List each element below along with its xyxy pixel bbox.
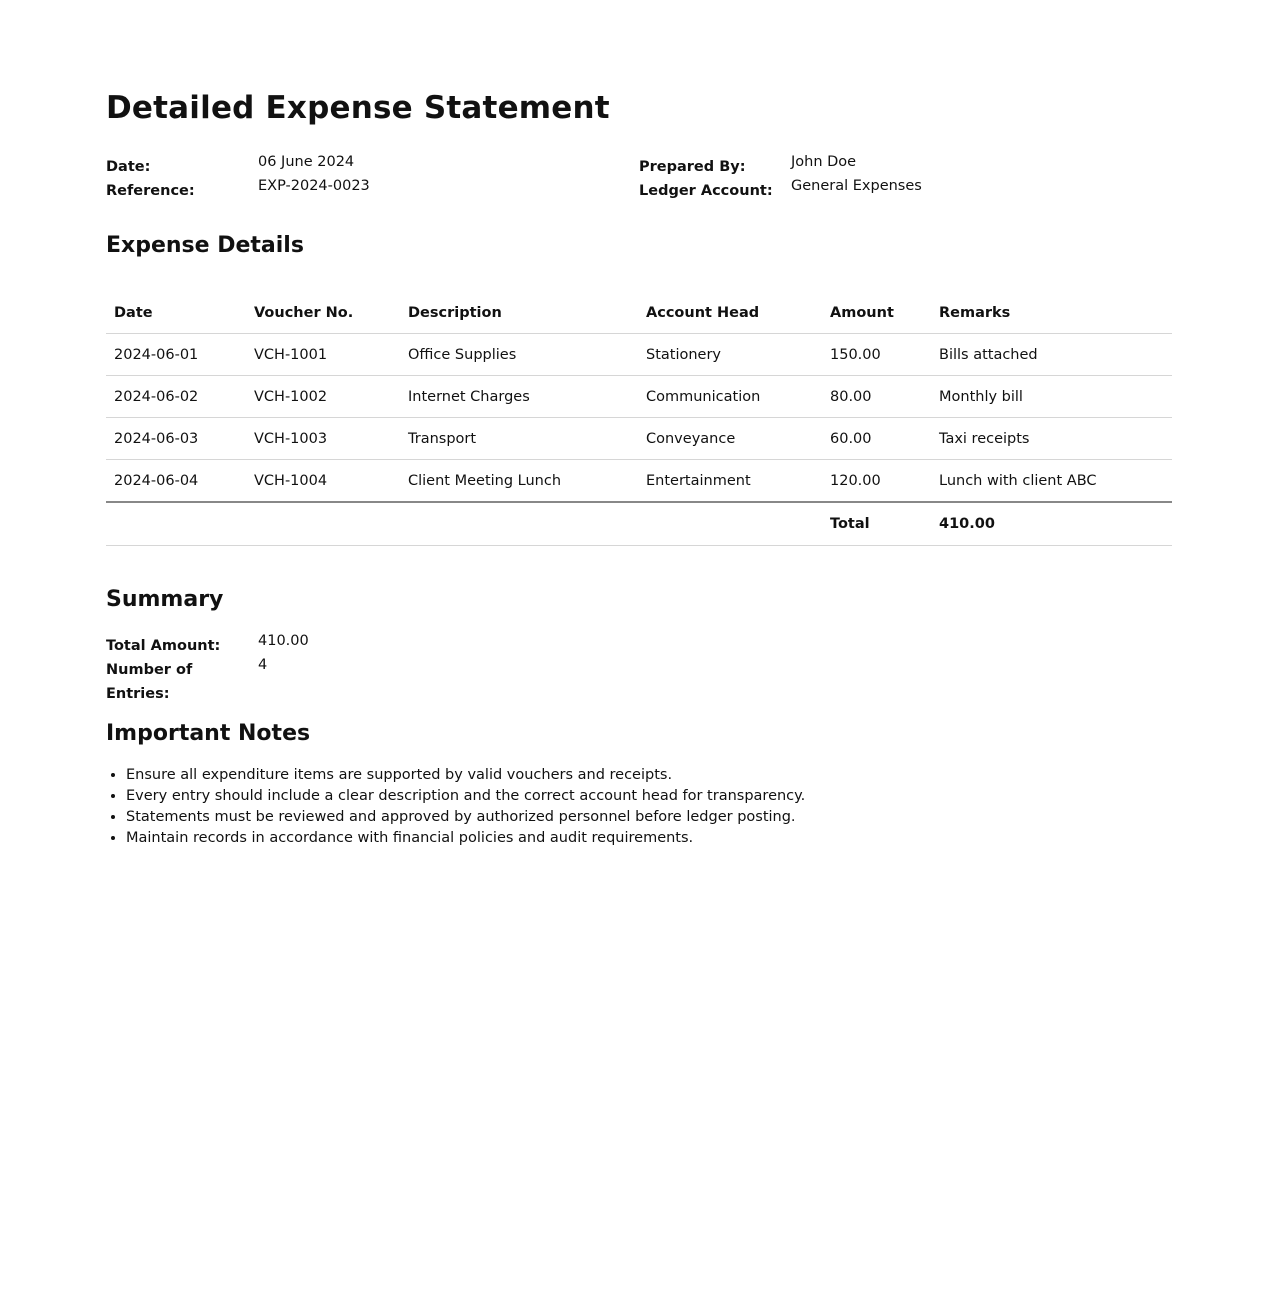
cell-voucher: VCH-1001 xyxy=(246,334,400,376)
ledger-value: General Expenses xyxy=(791,178,922,194)
reference-label: Reference: xyxy=(106,183,195,199)
cell-amount: 150.00 xyxy=(822,334,931,376)
notes-list xyxy=(106,765,1172,849)
ledger-label: Ledger Account: xyxy=(639,183,773,199)
cell-remarks: Lunch with client ABC xyxy=(931,460,1172,503)
cell-remarks: Monthly bill xyxy=(931,376,1172,418)
table-header-row xyxy=(106,293,1172,334)
note-item: • Statements must be reviewed and approved by authorized personnel before ledger posting. xyxy=(126,807,1172,828)
prepared-by-label: Prepared By: xyxy=(639,159,746,175)
meta-row-reference xyxy=(106,176,639,200)
summary-block xyxy=(106,631,1172,702)
summary-heading: Summary xyxy=(106,587,224,612)
cell-account-head: Stationery xyxy=(638,334,822,376)
meta-row-date xyxy=(106,152,639,176)
cell-amount: 60.00 xyxy=(822,418,931,460)
meta-row-prepared-by xyxy=(639,152,1172,176)
total-value: 410.00 xyxy=(931,502,1172,546)
cell-account-head: Communication xyxy=(638,376,822,418)
total-empty-cell xyxy=(246,502,400,546)
total-empty-cell xyxy=(638,502,822,546)
cell-voucher: VCH-1004 xyxy=(246,460,400,503)
cell-account-head: Entertainment xyxy=(638,460,822,503)
cell-description: Client Meeting Lunch xyxy=(400,460,638,503)
cell-date: 2024-06-03 xyxy=(106,418,246,460)
statement-meta xyxy=(106,152,1172,200)
total-amount-value: 410.00 xyxy=(258,633,309,649)
total-empty-cell xyxy=(106,502,246,546)
column-header-remarks: Remarks xyxy=(931,293,1172,334)
cell-remarks: Bills attached xyxy=(931,334,1172,376)
notes-heading: Important Notes xyxy=(106,721,311,746)
cell-voucher: VCH-1003 xyxy=(246,418,400,460)
cell-account-head: Conveyance xyxy=(638,418,822,460)
cell-voucher: VCH-1002 xyxy=(246,376,400,418)
total-label: Total xyxy=(822,502,931,546)
entries-label: Number of Entries: xyxy=(106,662,193,702)
reference-value: EXP-2024-0023 xyxy=(258,178,370,194)
cell-description: Transport xyxy=(400,418,638,460)
table-row xyxy=(106,376,1172,418)
prepared-by-value: John Doe xyxy=(791,154,857,170)
entries-value: 4 xyxy=(258,657,268,673)
cell-description: Office Supplies xyxy=(400,334,638,376)
cell-remarks: Taxi receipts xyxy=(931,418,1172,460)
cell-amount: 120.00 xyxy=(822,460,931,503)
date-label: Date: xyxy=(106,159,151,175)
table-row xyxy=(106,460,1172,503)
column-header-account-head: Account Head xyxy=(638,293,822,334)
column-header-amount: Amount xyxy=(822,293,931,334)
column-header-date: Date xyxy=(106,293,246,334)
table-row xyxy=(106,334,1172,376)
meta-right xyxy=(639,152,1172,200)
date-value: 06 June 2024 xyxy=(258,154,355,170)
summary-row-total-amount xyxy=(106,631,1172,655)
cell-amount: 80.00 xyxy=(822,376,931,418)
cell-date: 2024-06-02 xyxy=(106,376,246,418)
cell-date: 2024-06-04 xyxy=(106,460,246,503)
expense-table xyxy=(106,293,1172,546)
note-item: • Every entry should include a clear description and the correct account head for transparency. xyxy=(126,786,1172,807)
table-row xyxy=(106,418,1172,460)
total-empty-cell xyxy=(400,502,638,546)
meta-row-ledger xyxy=(639,176,1172,200)
total-amount-label: Total Amount: xyxy=(106,638,221,654)
column-header-description: Description xyxy=(400,293,638,334)
column-header-voucher: Voucher No. xyxy=(246,293,400,334)
note-item: • Maintain records in accordance with financial policies and audit requirements. xyxy=(126,828,1172,849)
note-item: • Ensure all expenditure items are supported by valid vouchers and receipts. xyxy=(126,765,1172,786)
meta-left xyxy=(106,152,639,200)
summary-row-entries xyxy=(106,655,1172,702)
page-title: Detailed Expense Statement xyxy=(106,90,610,126)
table-total-row xyxy=(106,502,1172,546)
expense-details-heading: Expense Details xyxy=(106,233,304,258)
cell-date: 2024-06-01 xyxy=(106,334,246,376)
cell-description: Internet Charges xyxy=(400,376,638,418)
